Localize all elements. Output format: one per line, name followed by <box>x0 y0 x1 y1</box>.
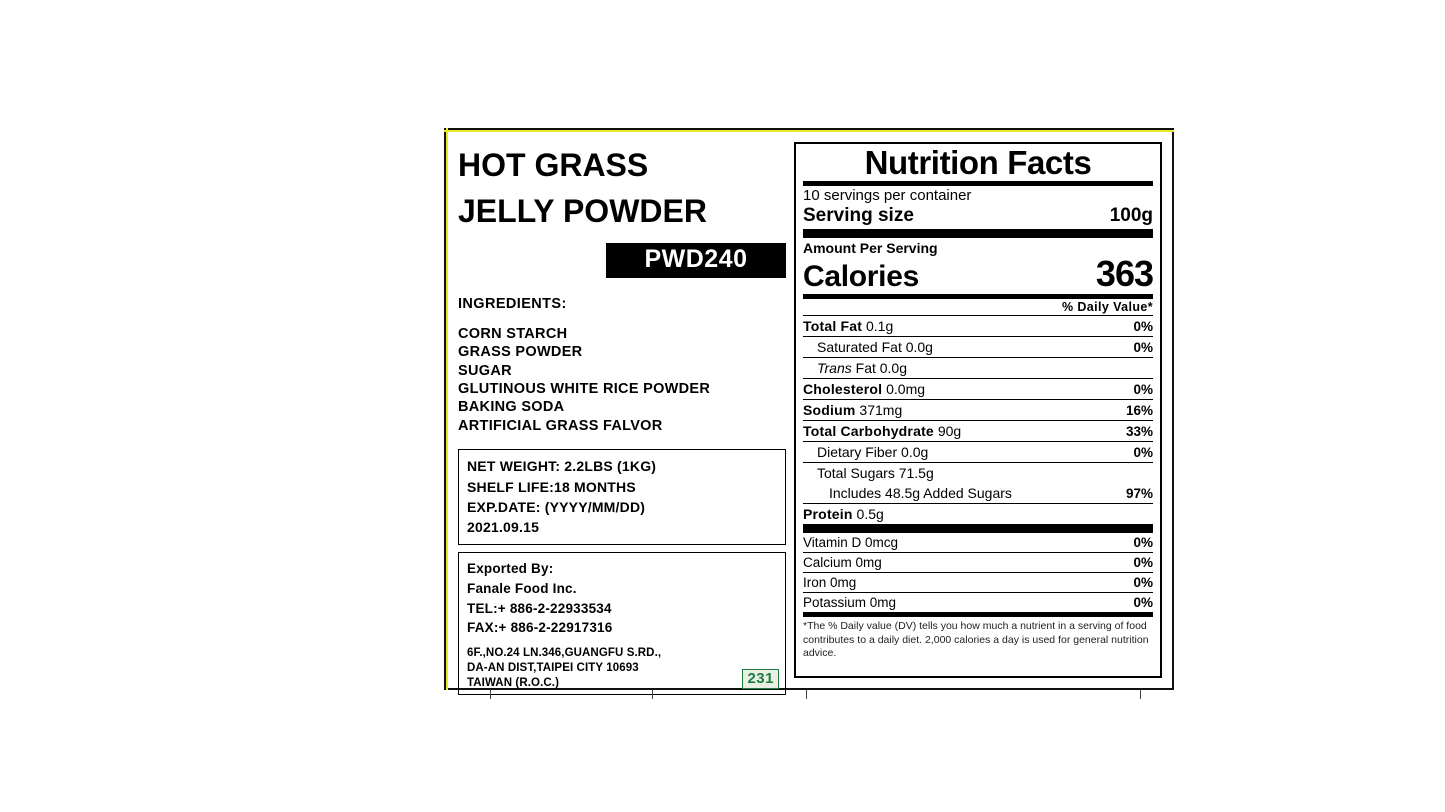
nutrient-row-sodium <box>803 400 1153 420</box>
nutrition-facts-title: Nutrition Facts <box>864 144 1092 181</box>
nutrient-amount: 0.0mg <box>886 380 926 397</box>
nutrition-facts-panel <box>794 142 1162 678</box>
nutrient-dv: 16% <box>1125 402 1153 418</box>
nutrient-amount: 0.1g <box>865 317 894 334</box>
nutrient-dv: 0% <box>1133 339 1153 355</box>
nutrient-dv: 0% <box>1133 444 1153 460</box>
nutrient-row-added-sugars <box>803 483 1153 503</box>
list-item: GRASS POWDER <box>458 344 583 361</box>
nutrient-row-trans-fat <box>803 358 1153 378</box>
exporter-company: Fanale Food Inc. <box>467 580 577 596</box>
serving-size-label: Serving size <box>803 204 914 226</box>
nutrition-label-artwork <box>444 128 1174 690</box>
list-item: BAKING SODA <box>458 399 565 416</box>
list-item: CORN STARCH <box>458 325 568 342</box>
vitamin-row-calcium <box>803 553 1153 572</box>
address-line-1: 6F.,NO.24 LN.346,GUANGFU S.RD., <box>467 646 662 659</box>
registration-tick <box>490 690 491 699</box>
nutrient-row-total-fat <box>803 316 1153 336</box>
nutrient-row-dietary-fiber <box>803 442 1153 462</box>
shelf-life-line: SHELF LIFE:18 MONTHS <box>467 478 636 495</box>
calories-label: Calories <box>803 259 919 293</box>
vitamin-row-vitamin-d <box>803 533 1153 552</box>
nutrient-dv: 97% <box>1125 485 1153 501</box>
calories-value: 363 <box>1095 252 1153 294</box>
address-line-3: TAIWAN (R.O.C.) <box>467 676 559 689</box>
vitamin-name: Calcium 0mg <box>803 554 882 570</box>
nutrient-amount: 71.5g <box>898 464 934 481</box>
product-info-panel <box>446 130 794 688</box>
serving-size-row <box>803 205 1153 229</box>
nutrient-row-protein <box>803 504 1153 524</box>
nutrient-name: Dietary Fiber <box>817 443 898 460</box>
exp-date-label: EXP.DATE: (YYYY/MM/DD) <box>467 498 646 515</box>
nutrient-amount: 90g <box>937 422 962 439</box>
nutrient-row-cholesterol <box>803 379 1153 399</box>
net-weight-box <box>458 449 786 545</box>
nutrient-name: Cholesterol <box>803 380 883 397</box>
nutrient-row-total-sugars <box>803 463 1153 483</box>
exp-date-value: 2021.09.15 <box>467 519 540 536</box>
list-item: SUGAR <box>458 362 512 379</box>
daily-value-footnote: *The % Daily value (DV) tells you how much a nutrient in a serving of food contributes to a daily diet. 2,000 calories a day is used for general nutrition advice. <box>803 619 1149 660</box>
registration-tick <box>806 690 807 699</box>
exporter-heading: Exported By: <box>467 561 554 577</box>
nutrient-amount: 0.5g <box>856 505 884 522</box>
nutrient-amount: 0.0g <box>905 338 933 355</box>
exporter-address <box>467 646 777 691</box>
nutrient-name: Total Sugars <box>817 464 895 481</box>
nutrient-name: Total Carbohydrate <box>803 422 934 439</box>
servings-per-container: 10 servings per container <box>803 186 972 204</box>
amount-per-serving-label: Amount Per Serving <box>803 239 938 256</box>
product-title <box>458 142 786 235</box>
net-weight-line: NET WEIGHT: 2.2LBS (1KG) <box>467 458 657 475</box>
registration-tick <box>1140 690 1141 699</box>
nutrient-name: Trans <box>817 359 852 376</box>
nutrient-row-saturated-fat <box>803 337 1153 357</box>
vitamin-dv: 0% <box>1133 534 1153 550</box>
code-badge: 231 <box>742 669 779 689</box>
nutrient-amount: Fat 0.0g <box>855 359 908 376</box>
product-title-line-1: HOT GRASS <box>458 147 649 183</box>
vitamin-name: Potassium 0mg <box>803 594 897 610</box>
daily-value-header: % Daily Value* <box>1061 299 1153 314</box>
ingredients-heading: INGREDIENTS: <box>458 295 567 312</box>
vitamin-name: Iron 0mg <box>803 574 857 590</box>
sku-badge: PWD240 <box>606 243 786 278</box>
calories-row <box>803 252 1153 294</box>
vitamin-row-potassium <box>803 593 1153 612</box>
vitamin-dv: 0% <box>1133 554 1153 570</box>
nutrient-row-total-carbohydrate <box>803 421 1153 441</box>
address-line-2: DA-AN DIST,TAIPEI CITY 10693 <box>467 661 639 674</box>
vitamin-name: Vitamin D 0mcg <box>803 534 899 550</box>
nutrient-name: Sodium <box>803 401 856 418</box>
ingredients-list <box>458 325 786 435</box>
divider <box>803 524 1153 533</box>
exporter-tel: TEL:+ 886-2-22933534 <box>467 600 612 616</box>
vitamin-dv: 0% <box>1133 594 1153 610</box>
vitamin-dv: 0% <box>1133 574 1153 590</box>
nutrient-dv: 33% <box>1125 423 1153 439</box>
list-item: GLUTINOUS WHITE RICE POWDER <box>458 381 711 397</box>
vitamin-row-iron <box>803 573 1153 592</box>
registration-tick <box>652 690 653 699</box>
product-title-line-2: JELLY POWDER <box>458 193 707 230</box>
nutrient-name: Protein <box>803 505 853 522</box>
nutrient-dv: 0% <box>1133 318 1153 334</box>
divider <box>803 229 1153 238</box>
nutrient-amount: 0.0g <box>901 443 929 460</box>
nutrient-dv: 0% <box>1133 381 1153 397</box>
nutrient-name: Includes 48.5g Added Sugars <box>829 484 1012 501</box>
nutrient-amount: 371mg <box>859 401 903 418</box>
list-item: ARTIFICIAL GRASS FALVOR <box>458 417 663 434</box>
nutrient-name: Saturated Fat <box>817 338 902 355</box>
serving-size-value: 100g <box>1109 204 1153 226</box>
exporter-fax: FAX:+ 886-2-22917316 <box>467 620 613 636</box>
exporter-box <box>458 552 786 695</box>
nutrient-name: Total Fat <box>803 317 863 334</box>
